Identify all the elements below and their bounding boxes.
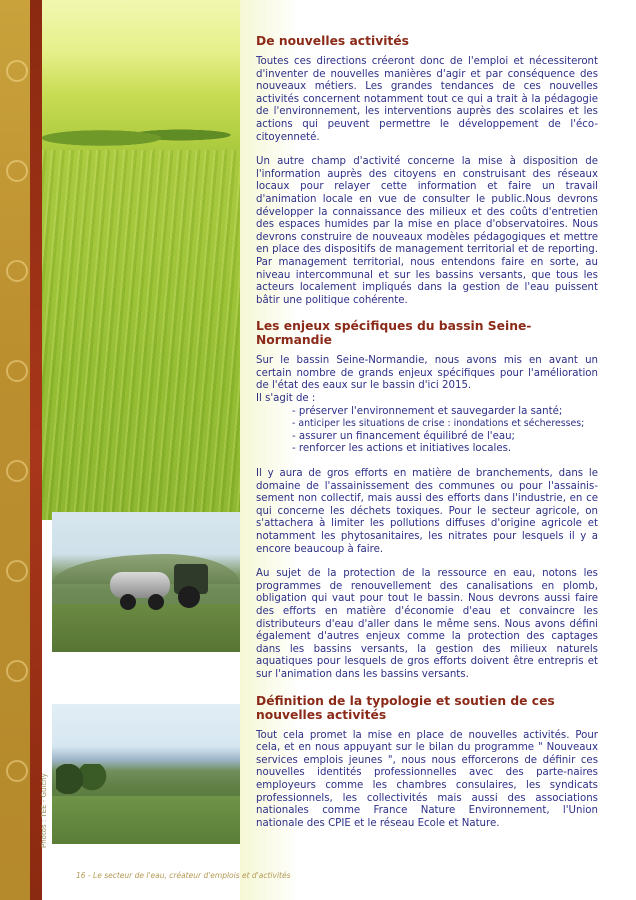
section-heading-seine-normandie: Les enjeux spécifiques du bassin Seine-Normandie	[256, 319, 532, 348]
field	[52, 604, 240, 652]
intro-text: Sur le bassin Seine-Normandie, nous avons mis en avant un certain nombre de grands enjeux spécifiques pour l'amélioration de l'état des eaux sur le bassin d'ici 2015.	[256, 355, 598, 392]
spreader-tank	[110, 572, 170, 598]
ornament-swirl	[6, 160, 28, 182]
wheat-field-photo	[42, 0, 240, 520]
list-item: - anticiper les situations de crise : inondations et sécheresses;	[292, 418, 585, 430]
paragraph: Un autre champ d'activité concerne la mise à disposition de l'information auprès des citoyens en construisant des réseaux locaux pour relayer cette information et faire un travail d'animation locale en vue de consulter le public.Nous devrons développer la connaissance des milieux et des coûts d'entretien des espaces humides par la mise en place d'observatoires. Nous devrons construire de nouveaux modèles pédagogiques et mettre en place des dispositifs de management territorial et de reporting. Par management territorial, nous entendons faire en sorte, au niveau intercommunal et sur les bassins versants, que tous les acteurs localement impliqués dans la gestion de l'eau puissent bâtir une politique cohérente.	[256, 156, 598, 306]
tractor-spreader-photo	[52, 512, 240, 652]
section-heading-typology: Définition de la typologie et soutien de ces nouvelles activités	[256, 693, 555, 722]
paragraph: Toutes ces directions créeront donc de l'emploi et nécessiteront d'inventer de nouvelles manières d'agir et par conséquence des nouveaux métiers. Les grandes tendances de ces nouvelles activités concernent notamment tout ce qui a trait à la pédagogie de l'environnement, les interventions auprès des scolaires et les actions qui peuvent permettre le développement de l'éco-citoyenneté.	[256, 56, 598, 143]
tree-line	[42, 120, 240, 150]
ornament-swirl	[6, 360, 28, 382]
red-vertical-rule	[30, 0, 42, 900]
grass-texture	[42, 150, 240, 520]
page-footer: 16 - Le secteur de l'eau, créateur d'emplois et d'activités	[76, 871, 291, 880]
valley-landscape-photo	[52, 704, 240, 844]
article-body	[256, 34, 598, 842]
tank-wheel	[148, 594, 164, 610]
paragraph: Il y aura de gros efforts en matière de branchements, dans le domaine de l'assainissement des communes ou pour l'assainis-sement non collectif, mais aussi des efforts dans l'industrie, en ce qui concerne les déchets toxiques. Pour le secteur agricole, on s'attachera à limiter les pollutions diffuses d'origine agricole et notamment les phytosanitaires, les nitrates pour lesquels il y a encore beaucoup à faire.	[256, 468, 598, 555]
list-item: - renforcer les actions et initiatives locales.	[292, 443, 512, 455]
paragraph: Au sujet de la protection de la ressource en eau, notons les programmes de renouvellement des canalisations en plomb, obligation qui vaut pour tout le bassin. Nous devrons aussi faire des efforts en matière d'économie d'eau et convaincre les distributeurs d'eau d'aller dans le même sens. Nous avons défini également d'autres enjeux comme la protection des captages dans les bassins versants, la gestion des milieux naturels aquatiques pour lesquels de gros efforts doivent être entrepris et sur l'animation dans les bassins versants.	[256, 568, 598, 680]
ornament-swirl	[6, 660, 28, 682]
list-item: - assurer un financement équilibré de l'eau;	[292, 430, 515, 442]
issues-list	[256, 406, 598, 456]
ornament-swirl	[6, 460, 28, 482]
paragraph	[256, 355, 598, 405]
ornament-swirl	[6, 260, 28, 282]
lead-text: Il s'agit de :	[256, 393, 316, 405]
paragraph: Tout cela promet la mise en place de nouvelles activités. Pour cela, et en nous appuyant sur le bilan du programme " Nouveaux services emplois jeunes ", nous nous efforcerons de définir ces nouvelles identités professionnelles avec des parte-naires employeurs comme les chambres consulaires, les syndicats professionnels, les collectivités mais aussi des associations nationales comme France Nature Environnement, l'Union nationale des CPIE et le réseau Ecole et Nature.	[256, 729, 598, 829]
tank-wheel	[120, 594, 136, 610]
ornament-swirl	[6, 560, 28, 582]
ornament-swirl	[6, 60, 28, 82]
decorative-left-strip	[0, 0, 30, 900]
trees	[56, 764, 116, 794]
ornament-swirl	[6, 760, 28, 782]
list-item: - préserver l'environnement et sauvegarder la santé;	[292, 405, 563, 417]
photo-credit: Photos : TEE - Guichy	[40, 773, 48, 848]
tractor-wheel	[178, 586, 200, 608]
meadow	[52, 796, 240, 844]
section-heading-new-activities: De nouvelles activités	[256, 34, 409, 48]
